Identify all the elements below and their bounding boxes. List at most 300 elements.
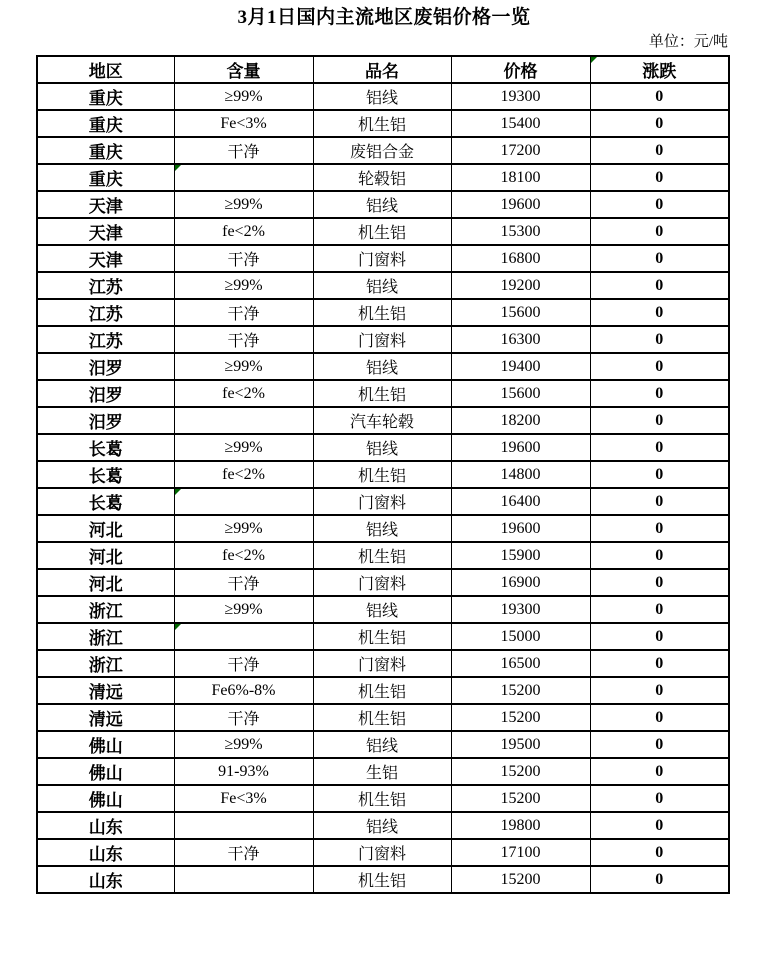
content-cell bbox=[174, 83, 313, 110]
region-value: 重庆 bbox=[88, 89, 123, 108]
product-value: 门窗料 bbox=[357, 576, 406, 593]
region-value: 清远 bbox=[88, 683, 123, 702]
change-cell bbox=[590, 515, 729, 542]
product-value: 机生铝 bbox=[357, 117, 406, 134]
change-cell bbox=[590, 650, 729, 677]
change-value: 0 bbox=[655, 276, 664, 294]
region-cell bbox=[37, 191, 174, 218]
content-cell bbox=[174, 866, 313, 893]
region-cell bbox=[37, 245, 174, 272]
change-cell bbox=[590, 299, 729, 326]
region-value: 天津 bbox=[88, 197, 123, 216]
change-value: 0 bbox=[655, 303, 664, 321]
region-value: 清远 bbox=[88, 710, 123, 729]
content-value: 干净 bbox=[227, 657, 260, 674]
price-value: 16500 bbox=[500, 654, 541, 672]
content-value: ≥99% bbox=[224, 438, 263, 456]
price-cell bbox=[451, 191, 590, 218]
change-value: 0 bbox=[655, 411, 664, 429]
change-cell bbox=[590, 596, 729, 623]
price-table bbox=[36, 55, 730, 894]
content-cell bbox=[174, 704, 313, 731]
region-cell bbox=[37, 299, 174, 326]
price-value: 15900 bbox=[500, 546, 541, 564]
price-cell bbox=[451, 839, 590, 866]
content-value: fe<2% bbox=[222, 546, 265, 564]
change-cell bbox=[590, 839, 729, 866]
content-cell bbox=[174, 515, 313, 542]
price-cell bbox=[451, 623, 590, 650]
table-row bbox=[37, 731, 729, 758]
change-value: 0 bbox=[655, 816, 664, 834]
product-cell bbox=[313, 515, 451, 542]
region-cell bbox=[37, 83, 174, 110]
price-value: 19600 bbox=[500, 519, 541, 537]
content-cell bbox=[174, 650, 313, 677]
content-cell bbox=[174, 164, 313, 191]
change-cell bbox=[590, 623, 729, 650]
change-value: 0 bbox=[655, 195, 664, 213]
content-cell bbox=[174, 758, 313, 785]
price-cell bbox=[451, 542, 590, 569]
change-cell bbox=[590, 542, 729, 569]
region-cell bbox=[37, 785, 174, 812]
product-value: 机生铝 bbox=[357, 711, 406, 728]
price-value: 15200 bbox=[500, 870, 541, 888]
product-cell bbox=[313, 326, 451, 353]
price-value: 15300 bbox=[500, 222, 541, 240]
content-value: ≥99% bbox=[224, 276, 263, 294]
change-value: 0 bbox=[655, 114, 664, 132]
region-cell bbox=[37, 542, 174, 569]
price-cell bbox=[451, 758, 590, 785]
region-cell bbox=[37, 272, 174, 299]
price-cell bbox=[451, 326, 590, 353]
price-cell bbox=[451, 812, 590, 839]
price-value: 19800 bbox=[500, 816, 541, 834]
region-value: 山东 bbox=[88, 818, 123, 837]
region-cell bbox=[37, 677, 174, 704]
col-header-content bbox=[174, 56, 313, 83]
product-cell bbox=[313, 866, 451, 893]
region-cell bbox=[37, 434, 174, 461]
table-row bbox=[37, 434, 729, 461]
region-value: 汨罗 bbox=[88, 413, 123, 432]
content-value: ≥99% bbox=[224, 735, 263, 753]
product-cell bbox=[313, 839, 451, 866]
change-value: 0 bbox=[655, 681, 664, 699]
change-value: 0 bbox=[655, 87, 664, 105]
content-cell bbox=[174, 110, 313, 137]
product-cell bbox=[313, 164, 451, 191]
product-value: 机生铝 bbox=[357, 630, 406, 647]
table-row bbox=[37, 623, 729, 650]
region-value: 江苏 bbox=[88, 305, 123, 324]
region-cell bbox=[37, 515, 174, 542]
price-value: 14800 bbox=[500, 465, 541, 483]
product-value: 门窗料 bbox=[357, 495, 406, 512]
content-cell bbox=[174, 218, 313, 245]
region-value: 汨罗 bbox=[88, 386, 123, 405]
product-value: 门窗料 bbox=[357, 846, 406, 863]
change-cell bbox=[590, 164, 729, 191]
content-value: Fe<3% bbox=[220, 114, 267, 132]
product-value: 铝线 bbox=[365, 738, 398, 755]
region-cell bbox=[37, 812, 174, 839]
product-cell bbox=[313, 83, 451, 110]
change-cell bbox=[590, 785, 729, 812]
content-cell bbox=[174, 488, 313, 515]
change-cell bbox=[590, 677, 729, 704]
product-cell bbox=[313, 137, 451, 164]
change-cell bbox=[590, 272, 729, 299]
table-row bbox=[37, 596, 729, 623]
content-value: Fe<3% bbox=[220, 789, 267, 807]
product-value: 机生铝 bbox=[357, 387, 406, 404]
product-cell bbox=[313, 299, 451, 326]
change-cell bbox=[590, 407, 729, 434]
col-header-product bbox=[313, 56, 451, 83]
table-row bbox=[37, 758, 729, 785]
col-header-price-label: 价格 bbox=[503, 62, 538, 81]
product-cell bbox=[313, 488, 451, 515]
region-cell bbox=[37, 731, 174, 758]
price-value: 19600 bbox=[500, 438, 541, 456]
table-row bbox=[37, 461, 729, 488]
region-cell bbox=[37, 488, 174, 515]
price-value: 15200 bbox=[500, 708, 541, 726]
price-value: 17200 bbox=[500, 141, 541, 159]
content-value: ≥99% bbox=[224, 519, 263, 537]
change-value: 0 bbox=[655, 438, 664, 456]
change-cell bbox=[590, 191, 729, 218]
product-cell bbox=[313, 461, 451, 488]
change-value: 0 bbox=[655, 627, 664, 645]
content-cell bbox=[174, 326, 313, 353]
price-cell bbox=[451, 245, 590, 272]
table-row bbox=[37, 785, 729, 812]
price-value: 16800 bbox=[500, 249, 541, 267]
product-value: 门窗料 bbox=[357, 252, 406, 269]
region-cell bbox=[37, 866, 174, 893]
product-cell bbox=[313, 542, 451, 569]
price-cell bbox=[451, 218, 590, 245]
change-value: 0 bbox=[655, 708, 664, 726]
product-cell bbox=[313, 191, 451, 218]
product-value: 生铝 bbox=[365, 765, 398, 782]
price-value: 15600 bbox=[500, 303, 541, 321]
region-cell bbox=[37, 596, 174, 623]
change-value: 0 bbox=[655, 222, 664, 240]
product-cell bbox=[313, 650, 451, 677]
content-value: ≥99% bbox=[224, 195, 263, 213]
price-cell bbox=[451, 677, 590, 704]
col-header-change bbox=[590, 56, 729, 83]
col-header-region bbox=[37, 56, 174, 83]
content-cell bbox=[174, 731, 313, 758]
change-cell bbox=[590, 137, 729, 164]
change-value: 0 bbox=[655, 357, 664, 375]
price-cell bbox=[451, 407, 590, 434]
content-cell bbox=[174, 191, 313, 218]
content-cell bbox=[174, 380, 313, 407]
content-cell bbox=[174, 353, 313, 380]
region-cell bbox=[37, 758, 174, 785]
table-row bbox=[37, 299, 729, 326]
content-value: ≥99% bbox=[224, 357, 263, 375]
price-cell bbox=[451, 137, 590, 164]
region-cell bbox=[37, 137, 174, 164]
price-value: 19200 bbox=[500, 276, 541, 294]
price-cell bbox=[451, 272, 590, 299]
product-cell bbox=[313, 677, 451, 704]
price-cell bbox=[451, 866, 590, 893]
region-value: 河北 bbox=[88, 548, 123, 567]
table-row bbox=[37, 650, 729, 677]
price-cell bbox=[451, 83, 590, 110]
table-row bbox=[37, 866, 729, 893]
product-cell bbox=[313, 812, 451, 839]
region-value: 河北 bbox=[88, 521, 123, 540]
table-row bbox=[37, 353, 729, 380]
region-cell bbox=[37, 407, 174, 434]
table-row bbox=[37, 677, 729, 704]
price-cell bbox=[451, 515, 590, 542]
table-row bbox=[37, 83, 729, 110]
price-value: 15200 bbox=[500, 681, 541, 699]
region-cell bbox=[37, 110, 174, 137]
product-cell bbox=[313, 407, 451, 434]
table-row bbox=[37, 407, 729, 434]
col-header-price bbox=[451, 56, 590, 83]
region-value: 天津 bbox=[88, 224, 123, 243]
product-cell bbox=[313, 596, 451, 623]
change-cell bbox=[590, 758, 729, 785]
price-value: 15000 bbox=[500, 627, 541, 645]
region-value: 山东 bbox=[88, 872, 123, 891]
product-cell bbox=[313, 731, 451, 758]
region-value: 河北 bbox=[88, 575, 123, 594]
region-value: 长葛 bbox=[88, 467, 123, 486]
content-value: 干净 bbox=[227, 252, 260, 269]
table-row bbox=[37, 110, 729, 137]
product-value: 废铝合金 bbox=[349, 144, 414, 161]
product-value: 轮毂铝 bbox=[357, 171, 406, 188]
change-cell bbox=[590, 218, 729, 245]
product-cell bbox=[313, 272, 451, 299]
table-row bbox=[37, 569, 729, 596]
content-value: ≥99% bbox=[224, 600, 263, 618]
price-cell bbox=[451, 164, 590, 191]
change-cell bbox=[590, 434, 729, 461]
header-row bbox=[37, 56, 729, 83]
region-value: 汨罗 bbox=[88, 359, 123, 378]
product-cell bbox=[313, 245, 451, 272]
change-value: 0 bbox=[655, 519, 664, 537]
green-corner-marker-icon bbox=[175, 165, 181, 171]
table-row bbox=[37, 245, 729, 272]
content-cell bbox=[174, 137, 313, 164]
region-value: 天津 bbox=[88, 251, 123, 270]
change-cell bbox=[590, 110, 729, 137]
content-cell bbox=[174, 542, 313, 569]
region-value: 长葛 bbox=[88, 440, 123, 459]
change-value: 0 bbox=[655, 762, 664, 780]
price-cell bbox=[451, 380, 590, 407]
change-value: 0 bbox=[655, 546, 664, 564]
price-cell bbox=[451, 110, 590, 137]
change-cell bbox=[590, 353, 729, 380]
col-header-product-label: 品名 bbox=[365, 62, 399, 81]
price-cell bbox=[451, 299, 590, 326]
content-value: 干净 bbox=[227, 306, 260, 323]
change-cell bbox=[590, 380, 729, 407]
product-cell bbox=[313, 569, 451, 596]
price-value: 19300 bbox=[500, 600, 541, 618]
table-row bbox=[37, 380, 729, 407]
product-value: 铝线 bbox=[365, 522, 398, 539]
table-row bbox=[37, 218, 729, 245]
price-value: 15400 bbox=[500, 114, 541, 132]
price-cell bbox=[451, 785, 590, 812]
region-value: 重庆 bbox=[88, 143, 123, 162]
change-value: 0 bbox=[655, 843, 664, 861]
product-value: 门窗料 bbox=[357, 657, 406, 674]
product-value: 铝线 bbox=[365, 441, 398, 458]
change-cell bbox=[590, 488, 729, 515]
product-cell bbox=[313, 353, 451, 380]
content-cell bbox=[174, 299, 313, 326]
price-value: 19500 bbox=[500, 735, 541, 753]
col-header-change-label: 涨跌 bbox=[642, 62, 677, 81]
product-cell bbox=[313, 623, 451, 650]
content-value: 干净 bbox=[227, 144, 260, 161]
price-value: 16300 bbox=[500, 330, 541, 348]
price-cell bbox=[451, 596, 590, 623]
table-row bbox=[37, 812, 729, 839]
region-cell bbox=[37, 326, 174, 353]
content-value: Fe6%-8% bbox=[211, 681, 276, 699]
region-value: 长葛 bbox=[88, 494, 123, 513]
change-cell bbox=[590, 83, 729, 110]
product-cell bbox=[313, 758, 451, 785]
price-cell bbox=[451, 569, 590, 596]
region-cell bbox=[37, 650, 174, 677]
change-cell bbox=[590, 461, 729, 488]
product-value: 门窗料 bbox=[357, 333, 406, 350]
product-value: 机生铝 bbox=[357, 306, 406, 323]
table-row bbox=[37, 515, 729, 542]
change-cell bbox=[590, 866, 729, 893]
region-value: 佛山 bbox=[88, 791, 123, 810]
content-cell bbox=[174, 407, 313, 434]
content-cell bbox=[174, 839, 313, 866]
change-value: 0 bbox=[655, 573, 664, 591]
price-cell bbox=[451, 488, 590, 515]
table-row bbox=[37, 542, 729, 569]
price-cell bbox=[451, 731, 590, 758]
product-value: 机生铝 bbox=[357, 873, 406, 890]
content-value: 干净 bbox=[227, 576, 260, 593]
product-value: 铝线 bbox=[365, 279, 398, 296]
price-value: 17100 bbox=[500, 843, 541, 861]
price-cell bbox=[451, 461, 590, 488]
content-cell bbox=[174, 677, 313, 704]
content-value: fe<2% bbox=[222, 465, 265, 483]
change-value: 0 bbox=[655, 654, 664, 672]
product-cell bbox=[313, 434, 451, 461]
change-cell bbox=[590, 326, 729, 353]
change-cell bbox=[590, 812, 729, 839]
green-corner-marker-icon bbox=[175, 489, 181, 495]
region-value: 浙江 bbox=[88, 602, 123, 621]
change-cell bbox=[590, 704, 729, 731]
product-value: 铝线 bbox=[365, 360, 398, 377]
price-cell bbox=[451, 704, 590, 731]
table-row bbox=[37, 839, 729, 866]
product-cell bbox=[313, 704, 451, 731]
price-cell bbox=[451, 434, 590, 461]
content-cell bbox=[174, 623, 313, 650]
region-value: 浙江 bbox=[88, 629, 123, 648]
content-value: ≥99% bbox=[224, 87, 263, 105]
region-cell bbox=[37, 353, 174, 380]
product-cell bbox=[313, 110, 451, 137]
product-cell bbox=[313, 785, 451, 812]
change-value: 0 bbox=[655, 141, 664, 159]
region-value: 佛山 bbox=[88, 737, 123, 756]
content-value: fe<2% bbox=[222, 222, 265, 240]
product-value: 机生铝 bbox=[357, 549, 406, 566]
content-value: 干净 bbox=[227, 711, 260, 728]
product-value: 铝线 bbox=[365, 819, 398, 836]
col-header-content-label: 含量 bbox=[226, 62, 261, 81]
change-value: 0 bbox=[655, 600, 664, 618]
product-value: 机生铝 bbox=[357, 468, 406, 485]
table-row bbox=[37, 704, 729, 731]
page-title: 3月1日国内主流地区废铝价格一览 bbox=[237, 7, 531, 28]
region-value: 浙江 bbox=[88, 656, 123, 675]
product-value: 机生铝 bbox=[357, 792, 406, 809]
price-cell bbox=[451, 650, 590, 677]
content-value: 干净 bbox=[227, 846, 260, 863]
region-cell bbox=[37, 704, 174, 731]
region-value: 江苏 bbox=[88, 332, 123, 351]
region-cell bbox=[37, 839, 174, 866]
change-value: 0 bbox=[655, 870, 664, 888]
region-cell bbox=[37, 380, 174, 407]
price-cell bbox=[451, 353, 590, 380]
product-value: 铝线 bbox=[365, 603, 398, 620]
product-cell bbox=[313, 218, 451, 245]
content-value: 91-93% bbox=[218, 762, 269, 780]
table-body bbox=[37, 83, 729, 893]
table-row bbox=[37, 191, 729, 218]
product-value: 机生铝 bbox=[357, 684, 406, 701]
table-row bbox=[37, 164, 729, 191]
change-value: 0 bbox=[655, 168, 664, 186]
table-row bbox=[37, 326, 729, 353]
price-value: 19600 bbox=[500, 195, 541, 213]
change-value: 0 bbox=[655, 735, 664, 753]
change-cell bbox=[590, 245, 729, 272]
unit-label: 单位：元/吨 bbox=[648, 34, 728, 50]
region-cell bbox=[37, 164, 174, 191]
region-value: 佛山 bbox=[88, 764, 123, 783]
price-value: 18100 bbox=[500, 168, 541, 186]
region-cell bbox=[37, 218, 174, 245]
product-value: 汽车轮毂 bbox=[349, 414, 414, 431]
